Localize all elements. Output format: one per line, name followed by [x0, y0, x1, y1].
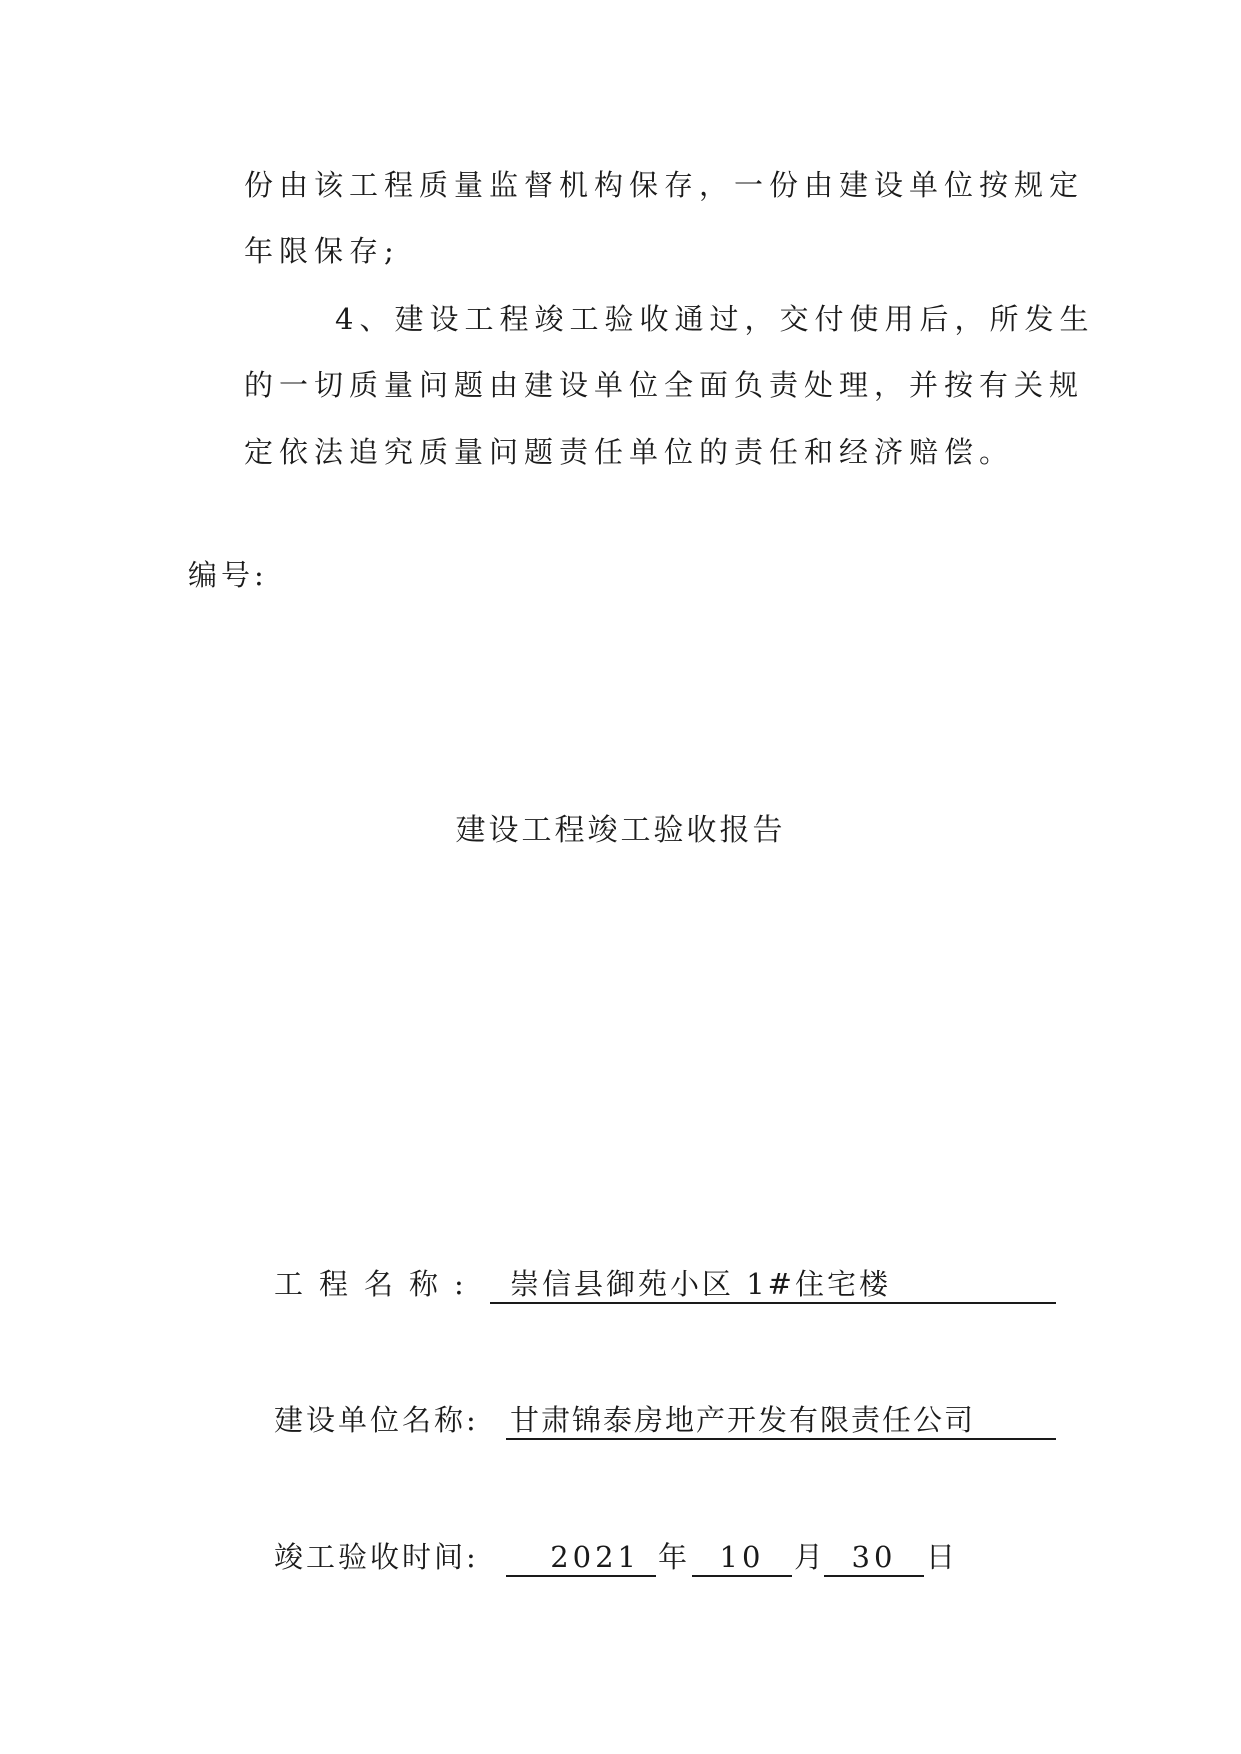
day-unit: 日: [926, 1540, 956, 1574]
notes-line-3: 4、建设工程竣工验收通过，交付使用后，所发生: [335, 302, 1095, 336]
acceptance-date-label: 竣工验收时间:: [274, 1540, 479, 1574]
construction-unit-value: 甘肃锦泰房地产开发有限责任公司: [506, 1400, 1056, 1440]
project-name-label: 工程名称:: [274, 1267, 480, 1301]
number-label: 编号:: [188, 558, 268, 592]
notes-line-4: 的一切质量问题由建设单位全面负责处理，并按有关规: [244, 368, 1085, 402]
month-unit: 月: [794, 1540, 824, 1574]
report-title: 建设工程竣工验收报告: [455, 813, 786, 848]
day-value: 30: [824, 1537, 924, 1577]
notes-line-1: 份由该工程质量监督机构保存，一份由建设单位按规定: [244, 168, 1085, 202]
acceptance-date-field: [274, 1537, 956, 1577]
project-name-field: [274, 1264, 891, 1304]
construction-unit-field: [274, 1400, 976, 1440]
month-value: 10: [692, 1537, 792, 1577]
project-name-value: 崇信县御苑小区 1#住宅楼: [490, 1264, 1056, 1304]
notes-line-2: 年限保存;: [244, 234, 400, 268]
year-value: 2021: [506, 1537, 656, 1577]
year-unit: 年: [658, 1540, 688, 1574]
notes-line-5: 定依法追究质量问题责任单位的责任和经济赔偿。: [244, 435, 1015, 469]
construction-unit-label: 建设单位名称:: [274, 1403, 479, 1437]
